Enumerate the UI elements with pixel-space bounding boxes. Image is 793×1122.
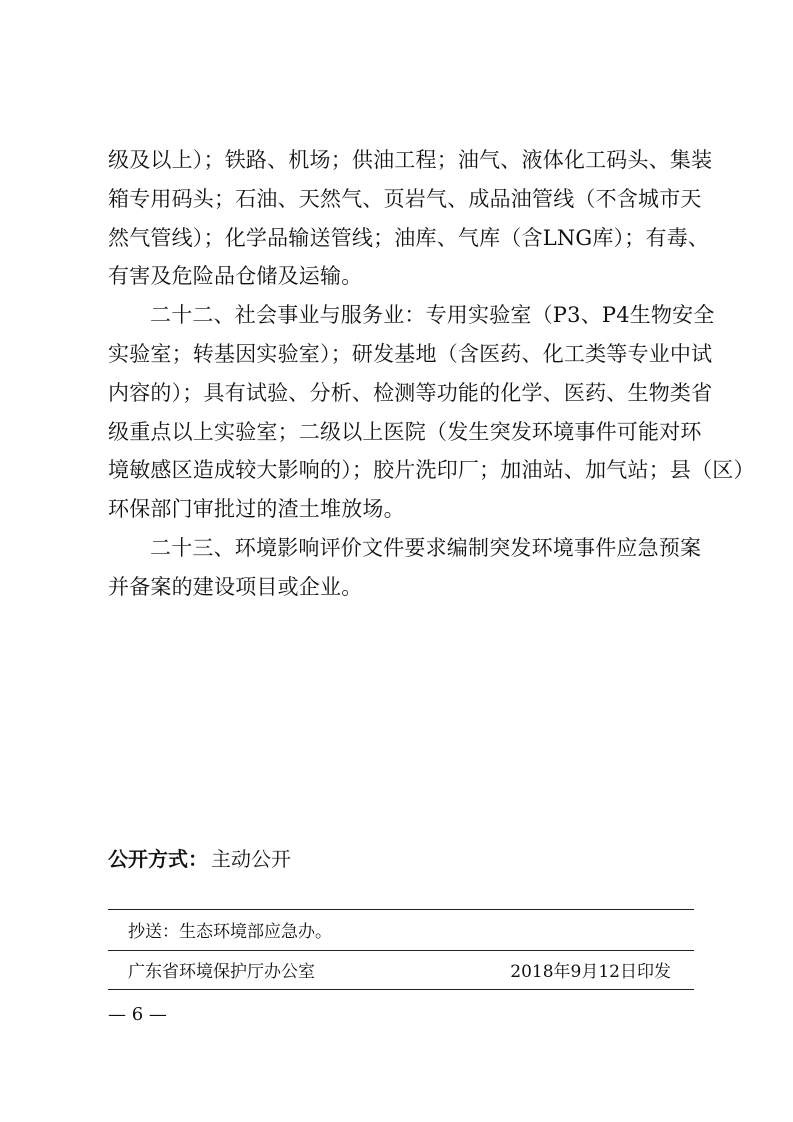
footer-top-rule <box>108 909 694 910</box>
body-line-7: 内容的）；具有试验、分析、检测等功能的化学、医药、生物类省 <box>108 381 713 405</box>
section-22-heading-line: 二十二、社会事业与服务业：专用实验室（P3、P4生物安全 <box>150 303 715 327</box>
body-line-1: 级及以上）；铁路、机场；供油工程；油气、液体化工码头、集装 <box>108 148 713 172</box>
page-number: — 6 — <box>108 1004 167 1025</box>
publication-label: 公开方式： <box>108 847 208 871</box>
body-line-12: 并备案的建设项目或企业。 <box>108 575 363 599</box>
body-line-10: 环保部门审批过的渣土堆放场。 <box>108 497 405 521</box>
body-line-4: 有害及危险品仓储及运输。 <box>108 264 363 288</box>
issue-date: 2018年9月12日印发 <box>510 962 671 982</box>
body-line-2: 箱专用码头；石油、天然气、页岩气、成品油管线（不含城市天 <box>108 187 702 211</box>
body-line-3: 然气管线）；化学品输送管线；油库、气库（含LNG库）；有毒、 <box>108 226 710 250</box>
issuer-office: 广东省环境保护厅办公室 <box>128 962 315 982</box>
cc-line: 抄送：生态环境部应急办。 <box>128 922 332 942</box>
body-line-9: 境敏感区造成较大影响的）；胶片洗印厂；加油站、加气站；县（区） <box>108 458 755 482</box>
publication-value: 主动公开 <box>211 847 291 871</box>
body-line-8: 级重点以上实验室；二级以上医院（发生突发环境事件可能对环 <box>108 420 702 444</box>
footer-bottom-rule <box>108 989 694 990</box>
section-23-heading-line: 二十三、环境影响评价文件要求编制突发环境事件应急预案 <box>150 536 702 560</box>
body-line-6: 实验室；转基因实验室）；研发基地（含医药、化工类等专业中试 <box>108 342 713 366</box>
footer-middle-rule <box>108 950 694 951</box>
